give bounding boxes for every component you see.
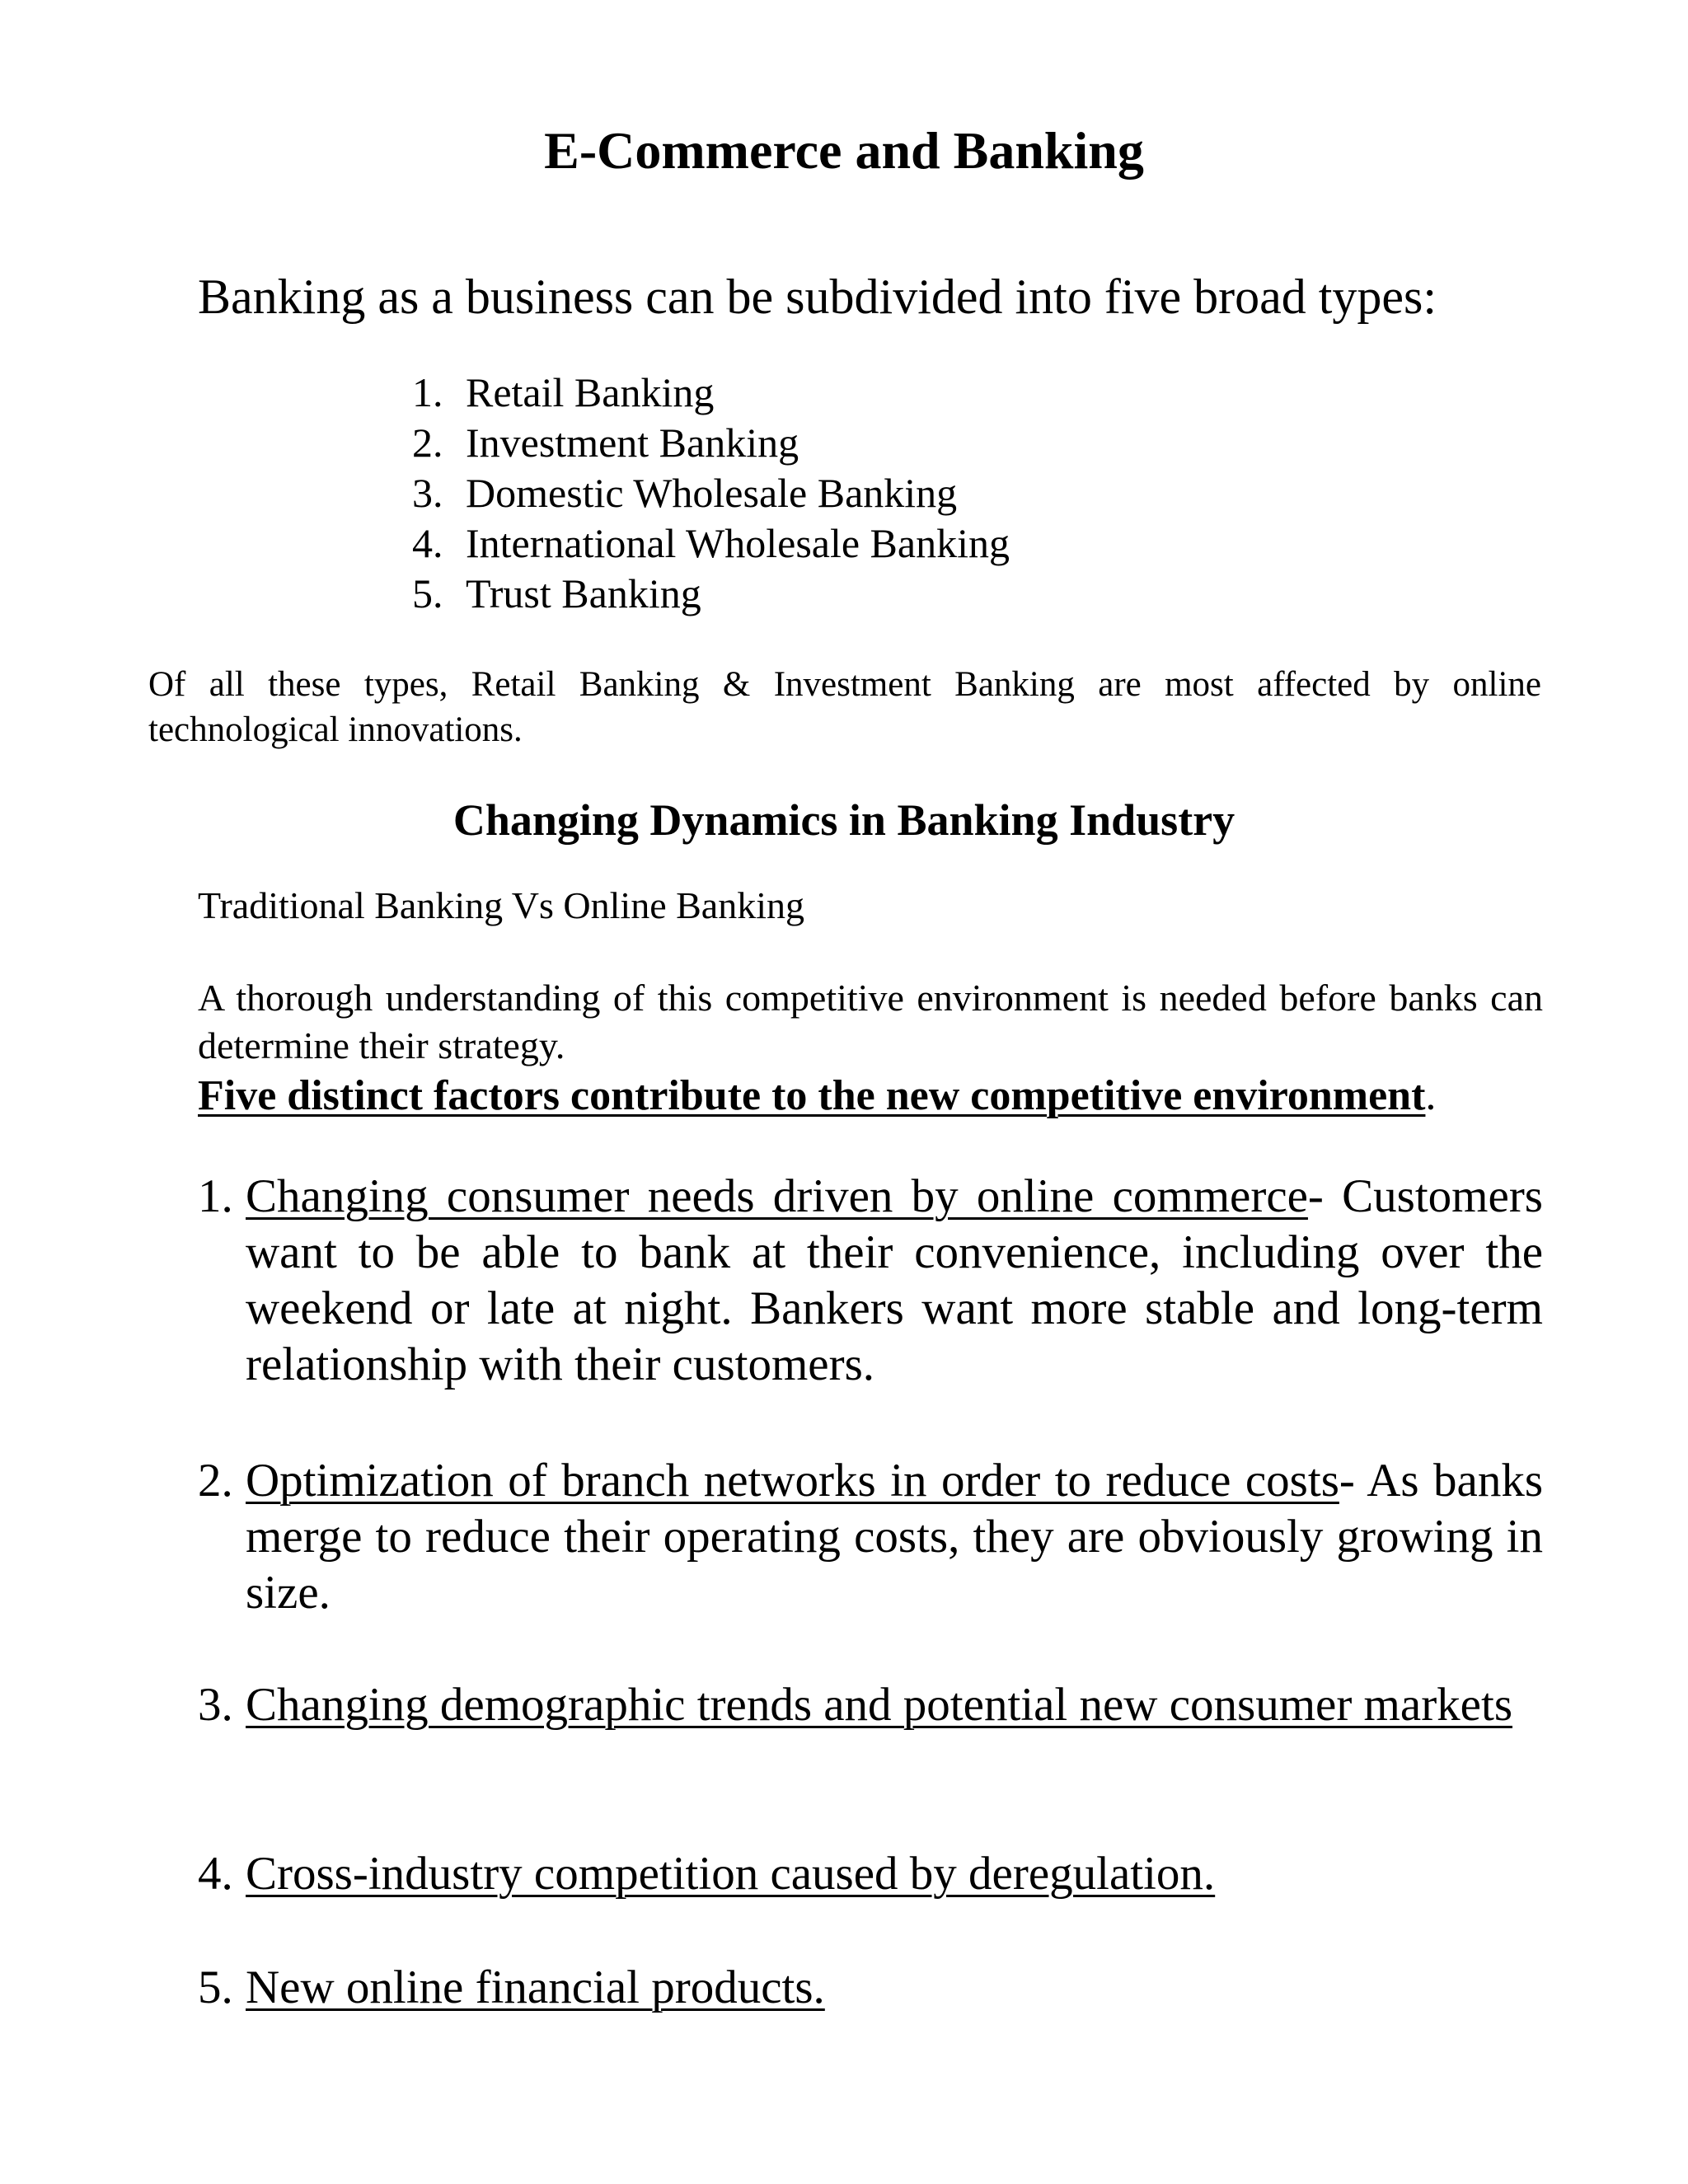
factor-number: 2. <box>198 1455 233 1507</box>
list-number: 5. <box>412 570 443 616</box>
banking-types-list <box>412 368 1010 619</box>
list-item-label: Investment Banking <box>466 419 799 466</box>
factor-title: Optimization of branch networks in order to reduce costs <box>246 1455 1339 1507</box>
factors-heading-text: Five distinct factors contribute to the new competitive environment <box>198 1072 1426 1119</box>
factor-item <box>198 1960 1543 2016</box>
list-item <box>412 468 1010 518</box>
factor-description: - Customers want to be able to bank at their convenience, including over the weekend or late at night. Bankers want more stable and long-term relationship with their customers. <box>246 1170 1543 1390</box>
list-item <box>412 368 1010 418</box>
factor-title: Changing demographic trends and potential new consumer markets <box>246 1679 1512 1731</box>
list-item-label: Domestic Wholesale Banking <box>466 470 958 516</box>
page-title: E-Commerce and Banking <box>544 121 1144 180</box>
subheading: Traditional Banking Vs Online Banking <box>198 884 804 926</box>
factor-body <box>246 1453 1543 1621</box>
factor-title: New online financial products. <box>246 1961 825 2013</box>
factor-item <box>198 1453 1543 1621</box>
list-item-label: International Wholesale Banking <box>466 520 1010 566</box>
factor-body <box>246 1169 1543 1393</box>
factor-description: - As banks merge to reduce their operating costs, they are obviously growing in size. <box>246 1455 1543 1619</box>
list-number: 2. <box>412 419 443 466</box>
affected-paragraph: Of all these types, Retail Banking & Investment Banking are most affected by online technological innovations. <box>148 665 1541 749</box>
list-item <box>412 569 1010 619</box>
list-item-label: Trust Banking <box>466 570 701 616</box>
list-item <box>412 518 1010 569</box>
factor-item <box>198 1846 1543 1902</box>
list-number: 1. <box>412 369 443 415</box>
factor-title: Changing consumer needs driven by online commerce <box>246 1170 1308 1222</box>
factor-number: 4. <box>198 1848 233 1900</box>
factor-item <box>198 1169 1543 1393</box>
factor-body <box>246 1846 1543 1902</box>
factor-number: 5. <box>198 1961 233 2013</box>
list-number: 4. <box>412 520 443 566</box>
factor-title: Cross-industry competition caused by deregulation. <box>246 1848 1216 1900</box>
factor-body <box>246 1677 1570 1733</box>
list-item <box>412 418 1010 468</box>
factor-number: 3. <box>198 1679 233 1731</box>
thorough-paragraph: A thorough understanding of this competitive environment is needed before banks can determine their strategy. <box>198 977 1543 1066</box>
intro-text: Banking as a business can be subdivided into five broad types: <box>198 269 1437 324</box>
section-heading: Changing Dynamics in Banking Industry <box>452 795 1236 845</box>
factors-heading <box>198 1068 1436 1124</box>
list-item-label: Retail Banking <box>466 369 715 415</box>
factor-number: 1. <box>198 1170 233 1222</box>
factor-body <box>246 1960 1543 2016</box>
factors-heading-period: . <box>1425 1072 1437 1119</box>
factor-item <box>198 1677 1570 1733</box>
list-number: 3. <box>412 470 443 516</box>
